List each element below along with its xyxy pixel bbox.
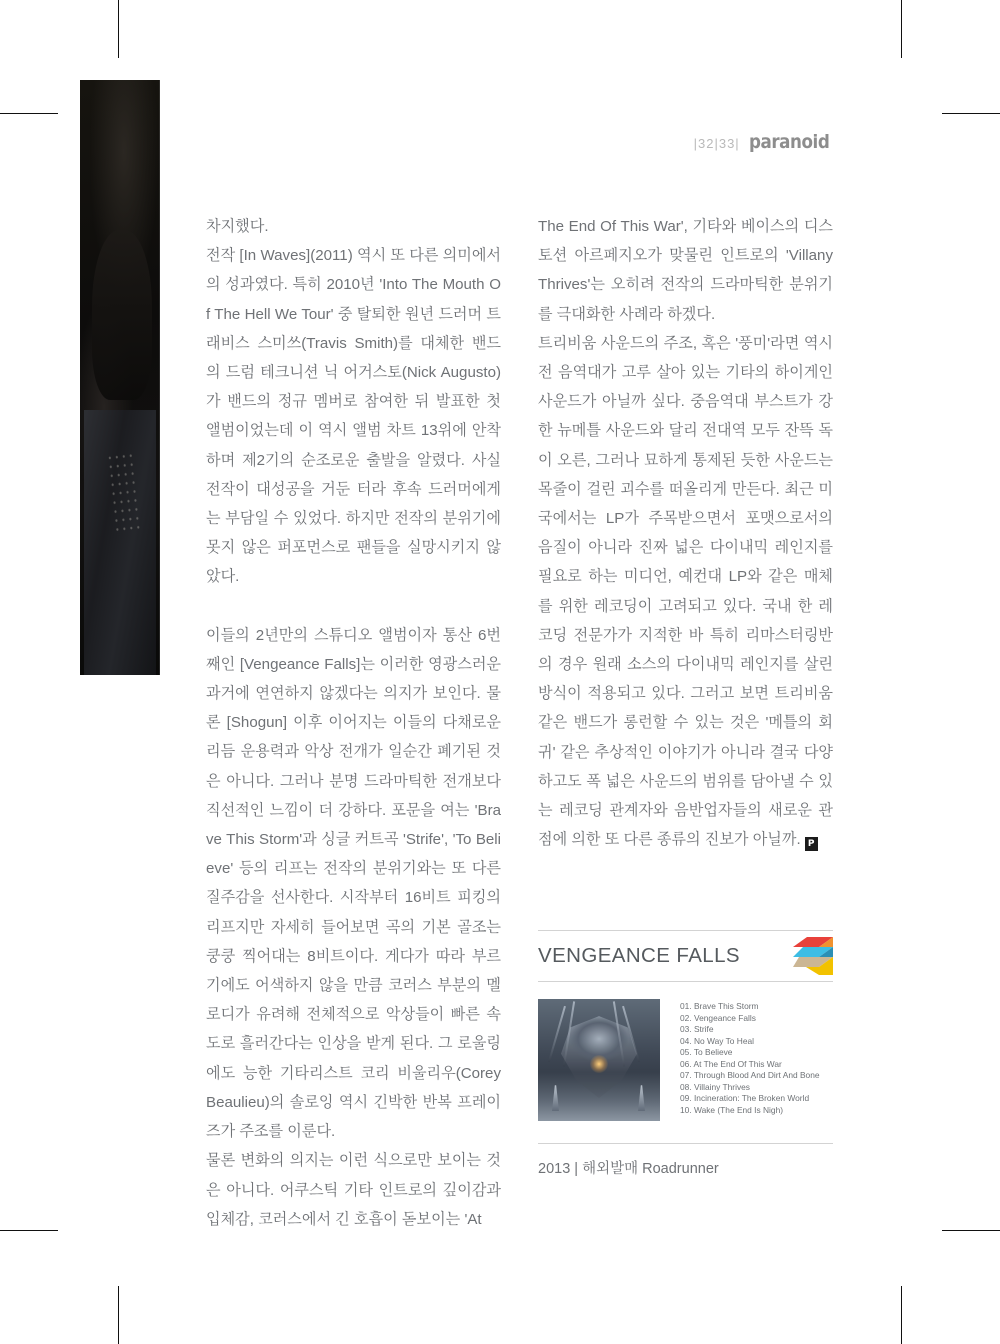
crop-mark-bottom-right-vertical bbox=[901, 1286, 902, 1344]
album-tracklist bbox=[680, 999, 820, 1121]
crop-mark-top-left-horizontal bbox=[0, 113, 58, 114]
crop-mark-bottom-left-horizontal bbox=[0, 1230, 58, 1231]
running-head bbox=[694, 131, 840, 153]
album-header bbox=[538, 931, 833, 981]
album-review-card bbox=[538, 930, 833, 1178]
track-item: 02. Vengeance Falls bbox=[680, 1012, 756, 1023]
track-item: 06. At The End Of This War bbox=[680, 1058, 782, 1069]
page-folio: |32|33| bbox=[693, 136, 740, 151]
article-column-left bbox=[206, 212, 501, 1234]
color-ribbon-icon bbox=[793, 937, 833, 975]
paragraph: 이들의 2년만의 스튜디오 앨범이자 통산 6번째인 [Vengeance Falls]는 이러한 영광스러운 과거에 연연하지 않겠다는 의지가 보인다. 물론 [Shogun] 이후 이어지는 이들의 다채로운 리듬 운용력과 악상 전개가 일순간 폐기된 것은 아니다. 그러나 분명 드라마틱한 전개보다 직선적인 느낌이 더 강하다. 포문을 여는 'Brave This Storm'과 싱글 커트곡 'Strife', 'To Believe' 등의 리프는 전작의 분위기와는 또 다른 질주감을 선사한다. 시작부터 16비트 피킹의 리프지만 자세히 들어보면 곡의 기본 골조는 쿵쿵 찍어대는 8비트이다. 게다가 따라 부르기에도 어색하지 않을 만큼 코러스 부분의 멜로디가 유려해 전체적으로 악상들이 빠른 속도로 흘러간다는 인상을 받게 된다. 그 로울링에도 능한 기타리스트 코리 비울리우(Corey Beaulieu)의 솔로잉 역시 긴박한 반복 프레이즈가 주조를 이룬다. bbox=[206, 626, 501, 1141]
crop-mark-bottom-right-horizontal bbox=[942, 1230, 1000, 1231]
track-item: 04. No Way To Heal bbox=[680, 1035, 755, 1046]
track-item: 09. Incineration: The Broken World bbox=[680, 1093, 810, 1104]
crop-mark-top-right-vertical bbox=[901, 0, 902, 58]
cover-glow bbox=[590, 1055, 608, 1073]
crop-mark-top-right-horizontal bbox=[942, 113, 1000, 114]
paragraph: 전작 [In Waves](2011) 역시 또 다른 의미에서의 성과였다. 특히 2010년 'Into The Mouth Of The Hell We Tour' 중 탈퇴한 원년 드러머 트래비스 스미쓰(Travis Smith)를 대체한 밴드의 드럼 테크니션 닉 어거스토(Nick Augusto)가 밴드의 정규 멤버로 참여한 뒤 발표한 첫 앨범이었는데 이 역시 앨범 차트 13위에 안착하며 제2기의 순조로운 출발을 알렸다. 사실 전작이 대성공을 거둔 터라 후속 드러머에게는 부담일 수 있었다. 하지만 전작의 분위기에 못지 않은 퍼포먼스로 팬들을 실망시키지 않았다. bbox=[206, 247, 501, 586]
photo-jacket-region bbox=[84, 410, 156, 675]
paragraph: 물론 변화의 의지는 이런 식으로만 보이는 것은 아니다. 어쿠스틱 기타 인트로의 깊이감과 입체감, 코러스에서 긴 호흡이 돋보이는 'At bbox=[206, 1152, 501, 1228]
photo-hair-region bbox=[92, 230, 152, 400]
track-item: 01. Brave This Storm bbox=[680, 1001, 759, 1011]
paragraph-text: 트리비움 사운드의 주조, 혹은 '풍미'라면 역시 전 음역대가 고루 살아 있는 기타의 하이게인 사운드가 아닐까 싶다. 중음역대 부스트가 강한 뉴메틀 사운드와 달리 전대역 모두 잔뜩 독이 오른, 그러나 묘하게 통제된 듯한 사운드는 목줄이 걸린 괴수를 떠올리게 만든다. 최근 미국에서는 LP가 주목받으면서 포맷으로서의 음질이 아니라 진짜 넓은 다이내믹 레인지를 필요로 하는 미디언, 예컨대 LP와 같은 매체를 위한 레코딩이 고려되고 있다. 국내 한 레코딩 전문가가 지적한 바 특히 리마스터링반의 경우 원래 소스의 다이내믹 레인지를 살린 방식이 적용되고 있다. 그러고 보면 트리비움 같은 밴드가 롱런할 수 있는 것은 '메틀의 회귀' 같은 추상적인 이야기가 아니라 결국 다양하고도 폭 넓은 사운드의 범위를 담아낼 수 있는 레코딩 관계자와 음반업자들의 새로운 관점에 의한 또 다른 종류의 진보가 아닐까. bbox=[538, 334, 833, 849]
album-release-info: 2013 | 해외발매 Roadrunner bbox=[538, 1161, 719, 1177]
article-column-right bbox=[538, 212, 833, 854]
crop-mark-top-left-vertical bbox=[118, 0, 119, 58]
track-item: 07. Through Blood And Dirt And Bone bbox=[680, 1070, 820, 1081]
album-title: VENGEANCE FALLS bbox=[538, 944, 740, 967]
album-footer bbox=[538, 1121, 833, 1178]
paragraph: The End Of This War', 기타와 베이스의 디스토션 아르페지오가 맞물린 인트로의 'Villany Thrives'는 오히려 전작의 드라마틱한 분위기를 극대화한 사례라 하겠다. bbox=[538, 218, 833, 323]
paragraph-with-endmark bbox=[538, 329, 833, 855]
crop-mark-bottom-left-vertical bbox=[118, 1286, 119, 1344]
track-item: 10. Wake (The End Is Nigh) bbox=[680, 1104, 784, 1115]
album-body bbox=[538, 982, 833, 1121]
masthead-logo: paranoid bbox=[748, 131, 830, 153]
track-item: 08. Villainy Thrives bbox=[680, 1081, 750, 1092]
track-item: 05. To Believe bbox=[680, 1047, 733, 1058]
band-member-photo bbox=[80, 80, 160, 675]
article-end-mark: P bbox=[805, 837, 818, 851]
album-cover-art bbox=[538, 999, 660, 1121]
track-item: 03. Strife bbox=[680, 1024, 714, 1035]
paragraph: 차지했다. bbox=[206, 218, 269, 235]
